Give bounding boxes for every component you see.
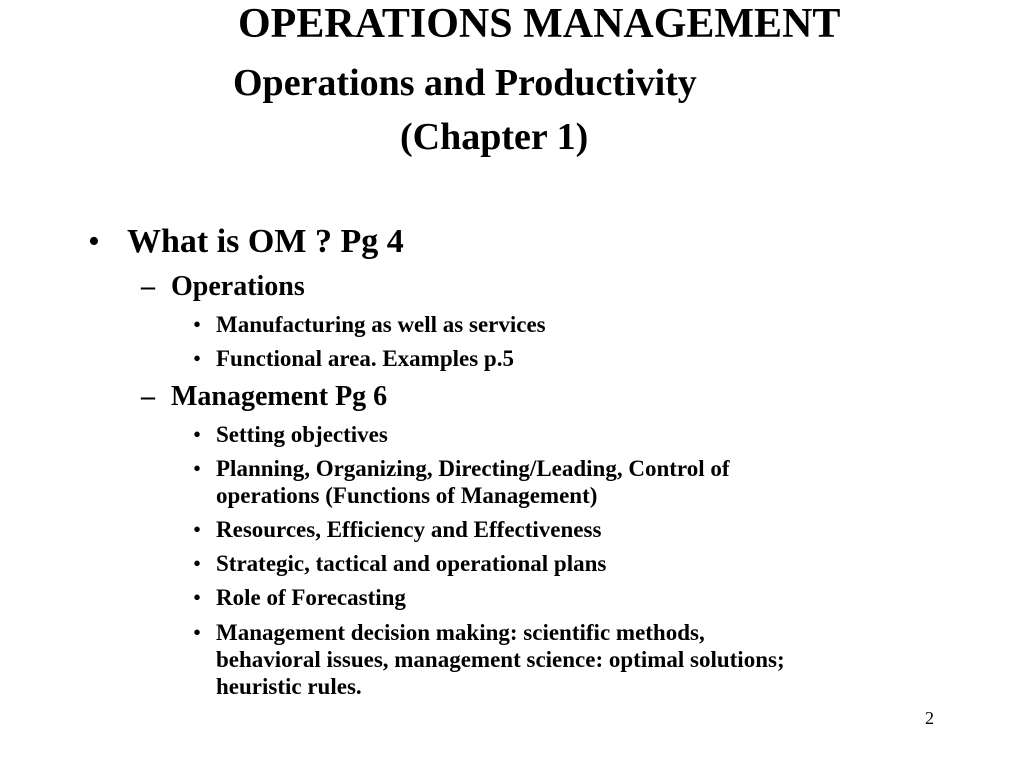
slide-subtitle: Operations and Productivity: [233, 62, 697, 104]
bullet-marker: •: [193, 620, 202, 645]
list-item-continuation: behavioral issues, management science: optimal solutions;: [216, 647, 785, 672]
list-item: Planning, Organizing, Directing/Leading, Control of: [216, 456, 730, 481]
sub-bullet-operations: Operations: [171, 271, 305, 302]
list-item: Functional area. Examples p.5: [216, 346, 514, 371]
list-item-continuation: operations (Functions of Management): [216, 483, 598, 508]
dash-marker: –: [141, 271, 155, 302]
list-item: Management decision making: scientific methods,: [216, 620, 705, 645]
bullet-marker: •: [193, 517, 202, 542]
list-item: Strategic, tactical and operational plans: [216, 551, 607, 576]
chapter-label: (Chapter 1): [400, 116, 589, 158]
bullet-marker: •: [193, 312, 202, 337]
page-number: 2: [925, 708, 934, 728]
dash-marker: –: [141, 381, 155, 412]
slide-title: OPERATIONS MANAGEMENT: [238, 1, 841, 47]
list-item: Resources, Efficiency and Effectiveness: [216, 517, 602, 542]
sub-bullet-management: Management Pg 6: [171, 381, 388, 412]
bullet-marker: •: [193, 456, 202, 481]
bullet-marker: •: [88, 223, 100, 260]
list-item: Setting objectives: [216, 422, 388, 447]
bullet-marker: •: [193, 585, 202, 610]
bullet-marker: •: [193, 346, 202, 371]
list-item: Role of Forecasting: [216, 585, 406, 610]
list-item: Manufacturing as well as services: [216, 312, 546, 337]
bullet-what-is-om: What is OM ? Pg 4: [127, 223, 404, 260]
list-item-continuation: heuristic rules.: [216, 674, 362, 699]
bullet-marker: •: [193, 422, 202, 447]
bullet-marker: •: [193, 551, 202, 576]
